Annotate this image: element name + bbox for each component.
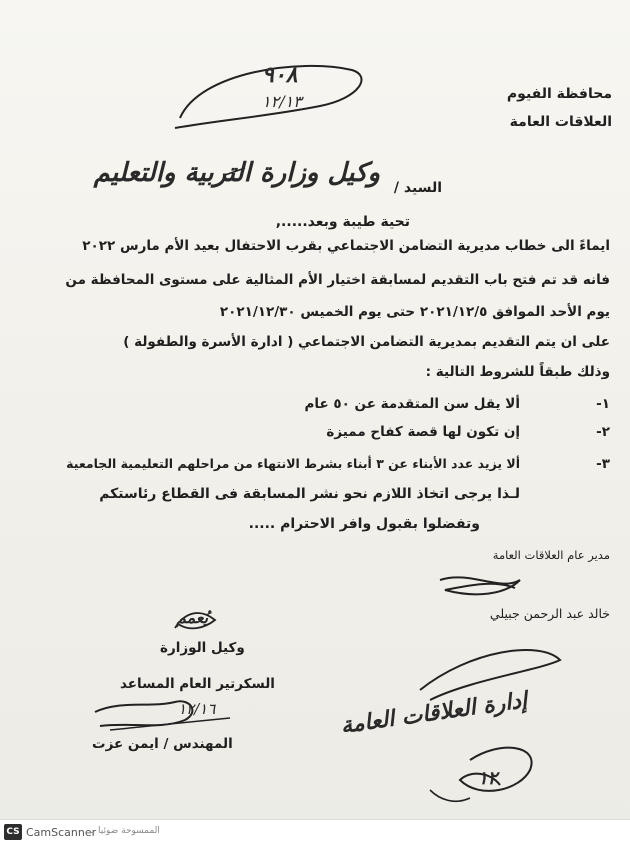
camscanner-arabic-label: الممسوحة ضوئيا بـ	[90, 826, 160, 836]
governorate-label: محافظة الفيوم	[506, 86, 612, 102]
department-label: العلاقات العامة	[509, 114, 612, 130]
closing-line-2: وتفضلوا بقبول وافر الاحترام .....	[248, 516, 480, 532]
body-line-5: وذلك طبقاً للشروط التالية :	[425, 364, 610, 380]
scanner-footer	[0, 819, 630, 846]
handwritten-number: ١٢	[478, 768, 498, 789]
body-line-2: فانه قد تم فتح باب التقديم لمسابقة اختيار الأم المثالية على مستوى المحافظة من	[65, 272, 610, 288]
signatory-title: مدير عام العلاقات العامة	[492, 548, 610, 562]
engineer-name: المهندس / ايمن عزت	[92, 736, 233, 752]
salutation-prefix: السيد /	[393, 180, 442, 196]
handwritten-annotation: إدارة العلاقات العامة	[339, 687, 529, 739]
signature-date: ١٢/١٦	[178, 700, 216, 718]
signatory-name: خالد عبد الرحمن جبيلي	[489, 606, 610, 621]
condition-text: إن تكون لها قصة كفاح مميزة	[326, 424, 520, 440]
body-line-1: ايماءً الى خطاب مديرية التضامن الاجتماعي بقرب الاحتفال بعيد الأم مارس ٢٠٢٢	[82, 238, 610, 254]
condition-text: ألا يقل سن المتقدمة عن ٥٠ عام	[304, 396, 520, 412]
condition-number: ١-	[596, 396, 610, 412]
undersecretary-title: وكيل الوزارة	[160, 640, 245, 656]
assistant-secretary-title: السكرتير العام المساعد	[120, 676, 275, 692]
greeting: تحية طيبة وبعد.....,	[275, 214, 410, 230]
closing-line-1: لـذا يرجى اتخاذ اللازم نحو نشر المسابقة فى القطاع رئاستكم	[99, 486, 520, 502]
condition-text: ألا يزيد عدد الأبناء عن ٣ أبناء بشرط الانتهاء من مراحلهم التعليمية الجامعية	[66, 456, 520, 471]
camscanner-logo: CS	[4, 824, 22, 840]
body-line-3: يوم الأحد الموافق ٢٠٢١/١٢/٥ حتى يوم الخميس ٢٠٢١/١٢/٣٠	[219, 304, 610, 320]
condition-number: ٣-	[596, 456, 610, 472]
reference-date: ١٢/١٣	[262, 92, 302, 111]
camscanner-label: CamScanner	[26, 826, 97, 839]
handwritten-note: يُعمم	[176, 608, 209, 627]
reference-number: ٩٠٨	[262, 62, 298, 88]
body-line-4: على ان يتم التقديم بمديرية التضامن الاجتماعي ( ادارة الأسرة والطفولة )	[123, 334, 610, 350]
condition-number: ٢-	[596, 424, 610, 440]
salutation-addressee: وكيل وزارة التربية والتعليم	[93, 158, 380, 188]
